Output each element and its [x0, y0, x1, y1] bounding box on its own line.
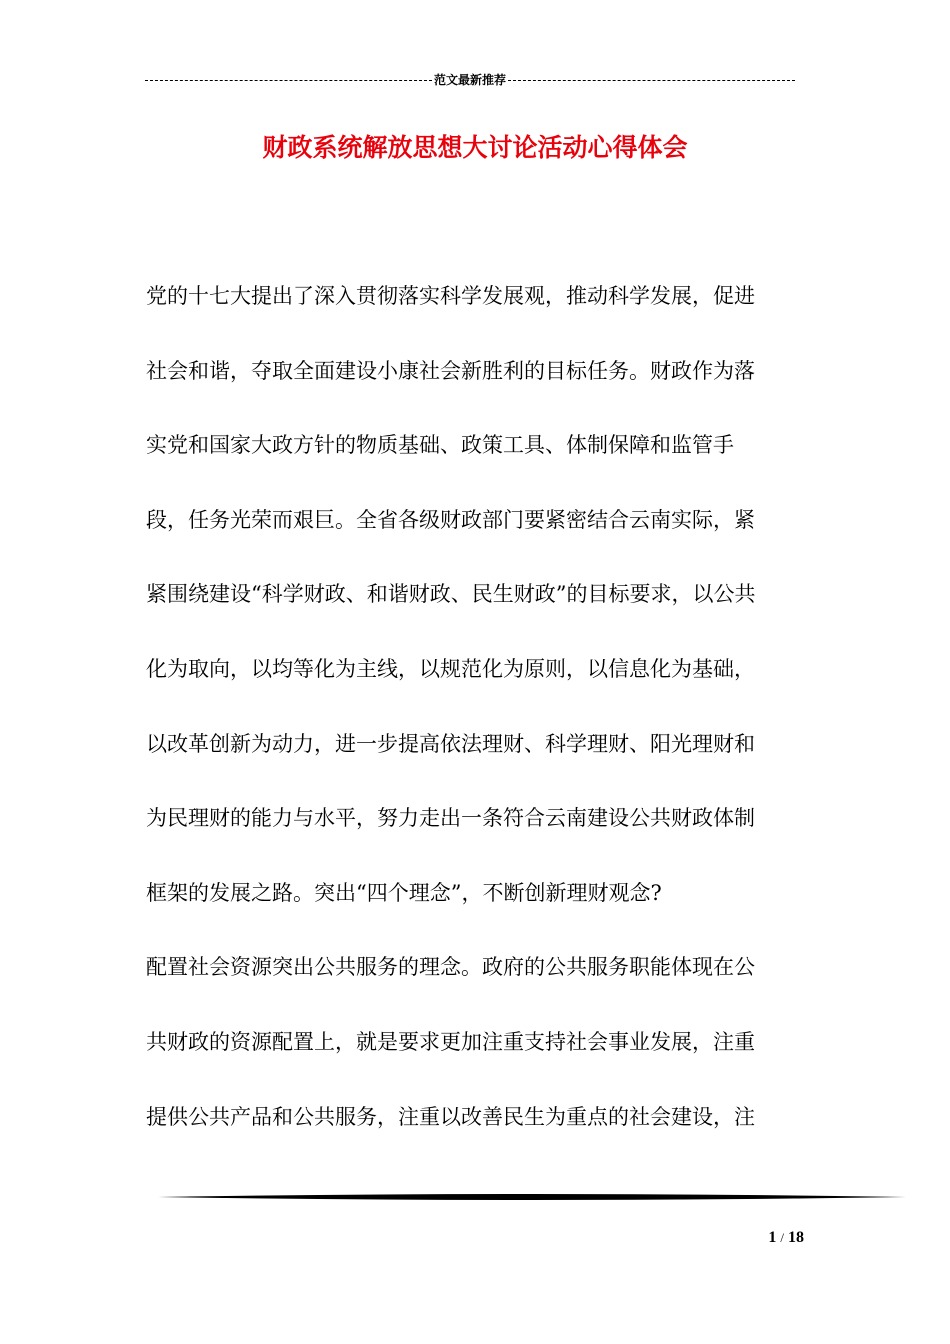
page-separator: /	[780, 1230, 784, 1245]
body-line: 紧围绕建设“科学财政、和谐财政、民生财政”的目标要求，以公共	[146, 582, 756, 607]
body-line: 配置社会资源突出公共服务的理念。政府的公共服务职能体现在公	[146, 955, 755, 980]
total-pages: 18	[788, 1229, 804, 1246]
current-page: 1	[768, 1229, 777, 1246]
body-line: 为民理财的能力与水平，努力走出一条符合云南建设公共财政体制	[146, 806, 755, 831]
page-header	[145, 70, 795, 90]
body-line: 段，任务光荣而艰巨。全省各级财政部门要紧密结合云南实际，紧	[146, 507, 755, 532]
header-dash-right	[508, 80, 795, 81]
body-line: 党的十七大提出了深入贯彻落实科学发展观，推动科学发展，促进	[146, 284, 755, 308]
body-line: 共财政的资源配置上，就是要求更加注重支持社会事业发展，注重	[146, 1029, 755, 1054]
header-dash-left	[145, 80, 432, 81]
body-line: 以改革创新为动力，进一步提高依法理财、科学理财、阳光理财和	[146, 731, 755, 756]
body-line: 社会和谐，夺取全面建设小康社会新胜利的目标任务。财政作为落	[146, 358, 755, 383]
header-label: 范文最新推荐	[434, 73, 507, 87]
body-line: 化为取向，以均等化为主线，以规范化为原则，以信息化为基础，	[146, 656, 755, 681]
document-body	[146, 276, 796, 1171]
footer-divider	[158, 1188, 906, 1206]
document-title: 财政系统解放思想大讨论活动心得体会	[262, 133, 688, 162]
page-number	[700, 1226, 804, 1250]
body-line: 实党和国家大政方针的物质基础、政策工具、体制保障和监管手	[146, 433, 734, 458]
body-line: 提供公共产品和公共服务，注重以改善民生为重点的社会建设，注	[146, 1104, 755, 1129]
body-line: 框架的发展之路。突出“四个理念”，不断创新理财观念?	[146, 880, 662, 905]
